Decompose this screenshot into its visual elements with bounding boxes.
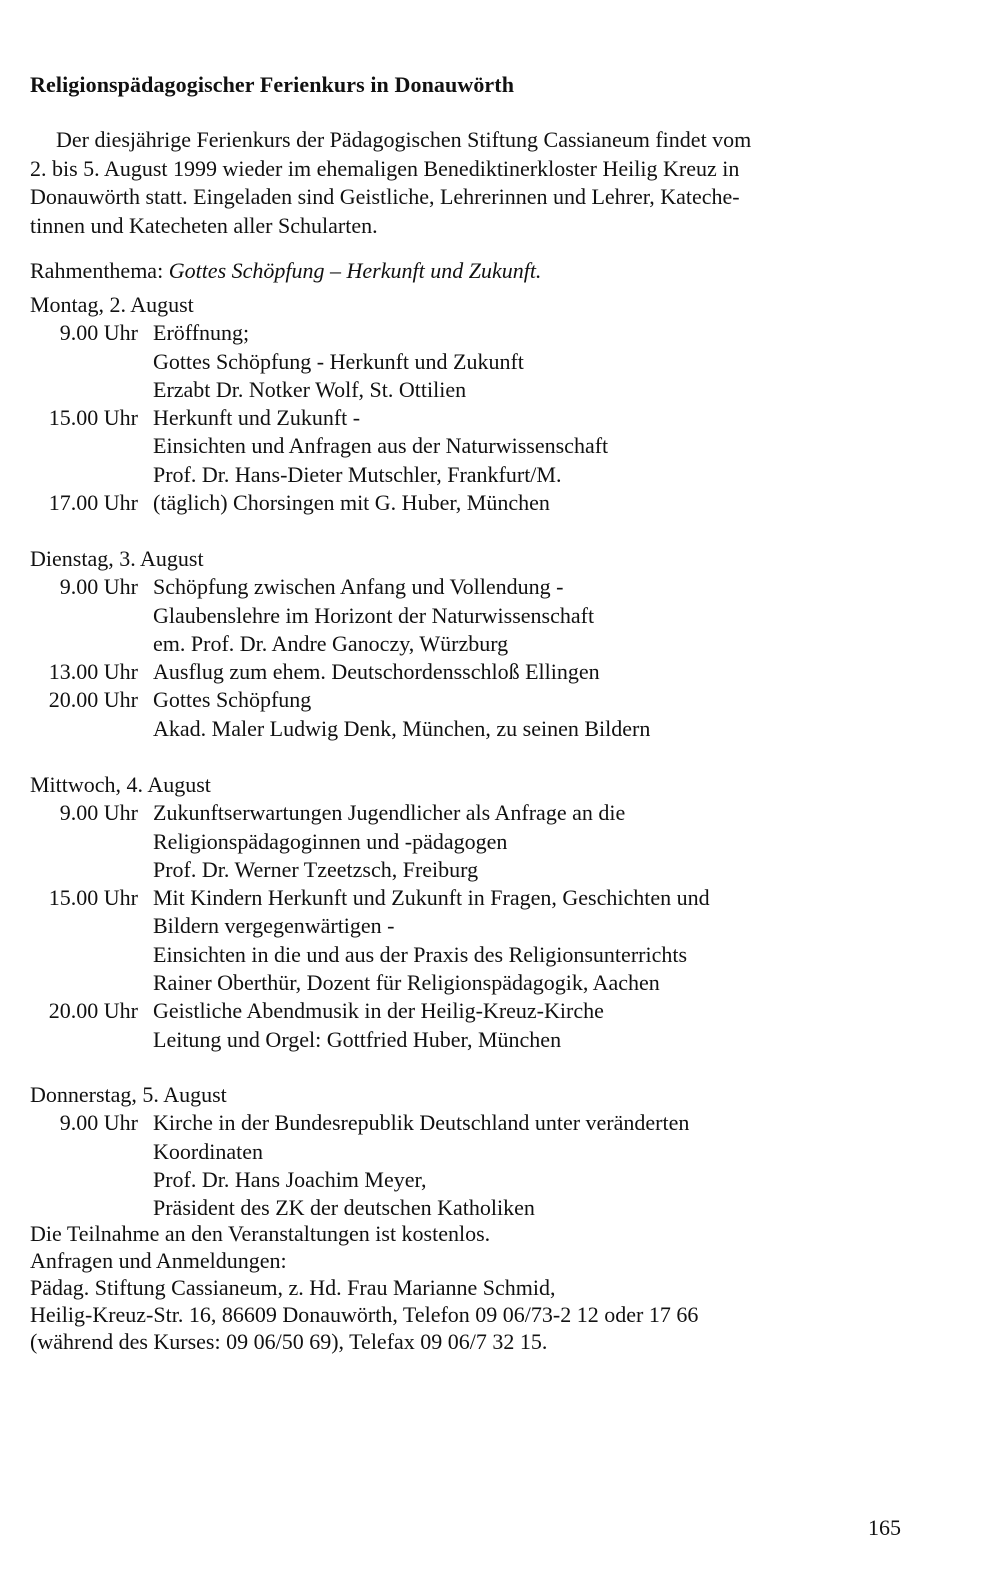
entry-line: Ausflug zum ehem. Deutschordensschloß Ellingen <box>153 659 600 685</box>
document-title: Religionspädagogischer Ferienkurs in Donauwörth <box>30 72 515 97</box>
footer-line: (während des Kurses: 09 06/50 69), Telefax 09 06/7 32 15. <box>30 1329 548 1354</box>
entry-time: 9.00 Uhr <box>59 574 138 600</box>
entry-description <box>138 884 710 997</box>
entry-line: Akad. Maler Ludwig Denk, München, zu seinen Bildern <box>153 715 651 741</box>
entry-description <box>138 404 608 489</box>
entry-line: Rainer Oberthür, Dozent für Religionspädagogik, Aachen <box>153 970 660 996</box>
entry-line: Glaubenslehre im Horizont der Naturwissenschaft <box>153 602 595 628</box>
schedule-entry <box>30 489 910 517</box>
entry-line: Mit Kindern Herkunft und Zukunft in Fragen, Geschichten und <box>153 885 710 911</box>
entry-line: Koordinaten <box>153 1138 263 1164</box>
schedule-entry <box>30 997 910 1054</box>
footer-line: Die Teilnahme an den Veranstaltungen ist kostenlos. <box>30 1221 491 1246</box>
day-block-wednesday <box>30 771 910 1054</box>
entry-time: 17.00 Uhr <box>48 490 138 516</box>
entry-line: Schöpfung zwischen Anfang und Vollendung - <box>153 574 564 600</box>
day-heading: Montag, 2. August <box>30 292 194 317</box>
entry-line: Zukunftserwartungen Jugendlicher als Anfrage an die <box>153 800 626 826</box>
intro-paragraph <box>30 126 910 240</box>
day-heading: Dienstag, 3. August <box>30 546 204 571</box>
intro-line: Der diesjährige Ferienkurs der Pädagogischen Stiftung Cassianeum findet vom <box>56 127 752 152</box>
entry-time: 15.00 Uhr <box>48 405 138 431</box>
entry-line: Religionspädagoginnen und -pädagogen <box>153 828 508 854</box>
entry-line: Einsichten in die und aus der Praxis des Religionsunterrichts <box>153 941 688 967</box>
entry-description <box>138 573 594 658</box>
entry-time: 9.00 Uhr <box>59 800 138 826</box>
entry-time: 20.00 Uhr <box>48 998 138 1024</box>
footer-line: Pädag. Stiftung Cassianeum, z. Hd. Frau Marianne Schmid, <box>30 1275 556 1300</box>
entry-line: Gottes Schöpfung - Herkunft und Zukunft <box>153 348 524 374</box>
theme-text: Gottes Schöpfung – Herkunft und Zukunft. <box>168 258 542 283</box>
entry-line: Leitung und Orgel: Gottfried Huber, München <box>153 1026 562 1052</box>
entry-description <box>138 799 625 884</box>
entry-line: Prof. Dr. Werner Tzeetzsch, Freiburg <box>153 856 479 882</box>
intro-line: Donauwörth statt. Eingeladen sind Geistliche, Lehrerinnen und Lehrer, Kateche- <box>30 184 740 209</box>
entry-description <box>138 1109 689 1222</box>
entry-line: Prof. Dr. Hans-Dieter Mutschler, Frankfurt/M. <box>153 461 562 487</box>
entry-time: 9.00 Uhr <box>59 320 138 346</box>
footer-line: Heilig-Kreuz-Str. 16, 86609 Donauwörth, Telefon 09 06/73-2 12 oder 17 66 <box>30 1302 699 1327</box>
entry-line: Kirche in der Bundesrepublik Deutschland unter veränderten <box>153 1110 690 1136</box>
day-block-monday <box>30 291 910 517</box>
entry-line: Eröffnung; <box>153 320 250 346</box>
entry-description <box>138 997 604 1054</box>
entry-line: Einsichten und Anfragen aus der Naturwissenschaft <box>153 433 609 459</box>
footer-line: Anfragen und Anmeldungen: <box>30 1248 287 1273</box>
day-heading: Mittwoch, 4. August <box>30 772 211 797</box>
schedule-entry <box>30 658 910 686</box>
schedule-entry <box>30 404 910 489</box>
day-heading: Donnerstag, 5. August <box>30 1082 227 1107</box>
day-block-tuesday <box>30 545 910 743</box>
entry-description <box>138 686 650 743</box>
entry-time: 9.00 Uhr <box>59 1110 138 1136</box>
entry-line: Gottes Schöpfung <box>153 687 312 713</box>
entry-line: Prof. Dr. Hans Joachim Meyer, <box>153 1166 427 1192</box>
footer-notes <box>30 1220 930 1355</box>
schedule-entry <box>30 799 910 884</box>
entry-line: Präsident des ZK der deutschen Katholiken <box>153 1195 535 1221</box>
schedule-entry <box>30 319 910 404</box>
intro-line: tinnen und Katecheten aller Schularten. <box>30 212 378 238</box>
entry-line: Herkunft und Zukunft - <box>153 405 361 431</box>
entry-description <box>138 319 524 404</box>
entry-line: em. Prof. Dr. Andre Ganoczy, Würzburg <box>153 630 509 656</box>
schedule-entry <box>30 573 910 658</box>
entry-line: Erzabt Dr. Notker Wolf, St. Ottilien <box>153 376 467 402</box>
entry-description <box>138 658 600 686</box>
theme-label: Rahmenthema: <box>30 258 164 283</box>
schedule-entry <box>30 686 910 743</box>
entry-time: 15.00 Uhr <box>48 885 138 911</box>
page-number: 165 <box>868 1515 901 1540</box>
schedule-entry <box>30 884 910 997</box>
entry-time: 20.00 Uhr <box>48 687 138 713</box>
entry-description <box>138 489 550 517</box>
entry-line: Bildern vergegenwärtigen - <box>153 913 395 939</box>
day-block-thursday <box>30 1081 910 1222</box>
theme-line <box>30 258 541 284</box>
intro-line: 2. bis 5. August 1999 wieder im ehemaligen Benediktinerkloster Heilig Kreuz in <box>30 155 740 181</box>
entry-time: 13.00 Uhr <box>48 659 138 685</box>
entry-line: (täglich) Chorsingen mit G. Huber, München <box>153 490 550 516</box>
schedule-entry <box>30 1109 910 1222</box>
entry-line: Geistliche Abendmusik in der Heilig-Kreuz-Kirche <box>153 998 604 1024</box>
